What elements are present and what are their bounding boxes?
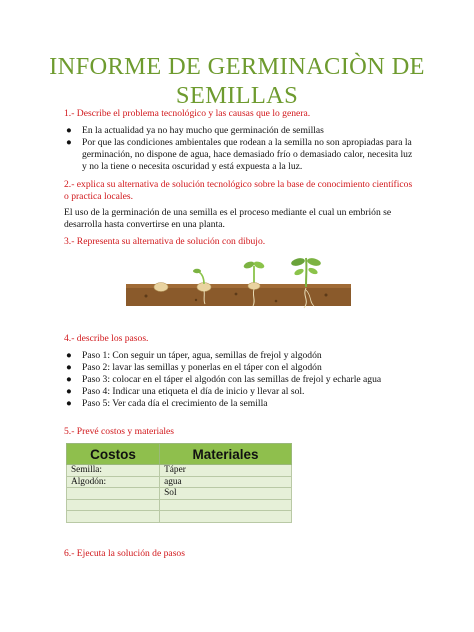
- bullet-item: ● En la actualidad ya no hay mucho que germinación de semillas: [66, 125, 324, 136]
- table-cell: [67, 499, 160, 511]
- bullet-icon: ●: [66, 374, 72, 385]
- table-row: [67, 476, 292, 488]
- section-5-heading: 5.- Prevé costos y materiales: [64, 426, 175, 437]
- step-item: ● Paso 3: colocar en el táper el algodón con las semillas de frejol y echarle agua: [66, 374, 382, 385]
- table-header-row: [67, 444, 292, 465]
- section-6-heading: 6.- Ejecuta la solución de pasos: [64, 548, 185, 559]
- table-cell: Algodón:: [67, 476, 160, 488]
- section-4-heading: 4.- describe los pasos.: [64, 333, 149, 344]
- bullet-item: ● Por que las condiciones ambientales que rodean a la semilla no son apropiadas para la germinación, no dispone de agua, hace demasiado frío o demasiado calor, necesita luz y no la tiene o necesita oscuridad y está expuesta a la luz.: [66, 137, 413, 172]
- bullet-icon: ●: [66, 386, 72, 397]
- bullet-icon: ●: [66, 350, 72, 361]
- table-cell: [160, 499, 292, 511]
- document-title: [40, 52, 434, 110]
- bullet-icon: ●: [66, 137, 72, 148]
- seed-germination-illustration: [126, 256, 351, 312]
- section-2-paragraph: El uso de la germinación de una semilla es el proceso mediante el cual un embrión se desarrolla hasta convertirse en una planta.: [64, 207, 392, 230]
- bullet-icon: ●: [66, 362, 72, 373]
- section-1-heading: 1.- Describe el problema tecnológico y las causas que lo genera.: [64, 108, 311, 119]
- table-cell: [67, 511, 160, 523]
- table-cell: [160, 511, 292, 523]
- section-2-heading: 2.- explica su alternativa de solución tecnológico sobre la base de conocimiento científicos o practica locales.: [64, 179, 413, 202]
- table-cell: Semilla:: [67, 465, 160, 477]
- section-3-heading: 3.- Representa su alternativa de solución con dibujo.: [64, 236, 266, 247]
- step-item: ● Paso 2: lavar las semillas y ponerlas en el táper con el algodón: [66, 362, 322, 373]
- table-cell: agua: [160, 476, 292, 488]
- step-item: ● Paso 4: Indicar una etiqueta el día de inicio y llevar al sol.: [66, 386, 305, 397]
- step-item: ● Paso 1: Con seguir un táper, agua, semillas de frejol y algodón: [66, 350, 322, 361]
- table-row: [67, 511, 292, 523]
- section-1-bullets: [64, 125, 414, 173]
- table-cell: Táper: [160, 465, 292, 477]
- table-row: [67, 465, 292, 477]
- bullet-icon: ●: [66, 125, 72, 136]
- table-row: [67, 499, 292, 511]
- column-header-costos: Costos: [67, 444, 160, 465]
- step-item: ● Paso 5: Ver cada día el crecimiento de la semilla: [66, 398, 268, 409]
- bullet-icon: ●: [66, 398, 72, 409]
- seed-stage-1: [154, 283, 168, 292]
- table-row: [67, 488, 292, 500]
- table-cell: Sol: [160, 488, 292, 500]
- column-header-materiales: Materiales: [160, 444, 292, 465]
- steps-list: [64, 350, 414, 410]
- table-cell: [67, 488, 160, 500]
- costs-materials-table: [66, 443, 292, 523]
- title-line-1: INFORME DE GERMINACIÒN DE: [49, 53, 425, 80]
- title-line-2: SEMILLAS: [175, 82, 299, 109]
